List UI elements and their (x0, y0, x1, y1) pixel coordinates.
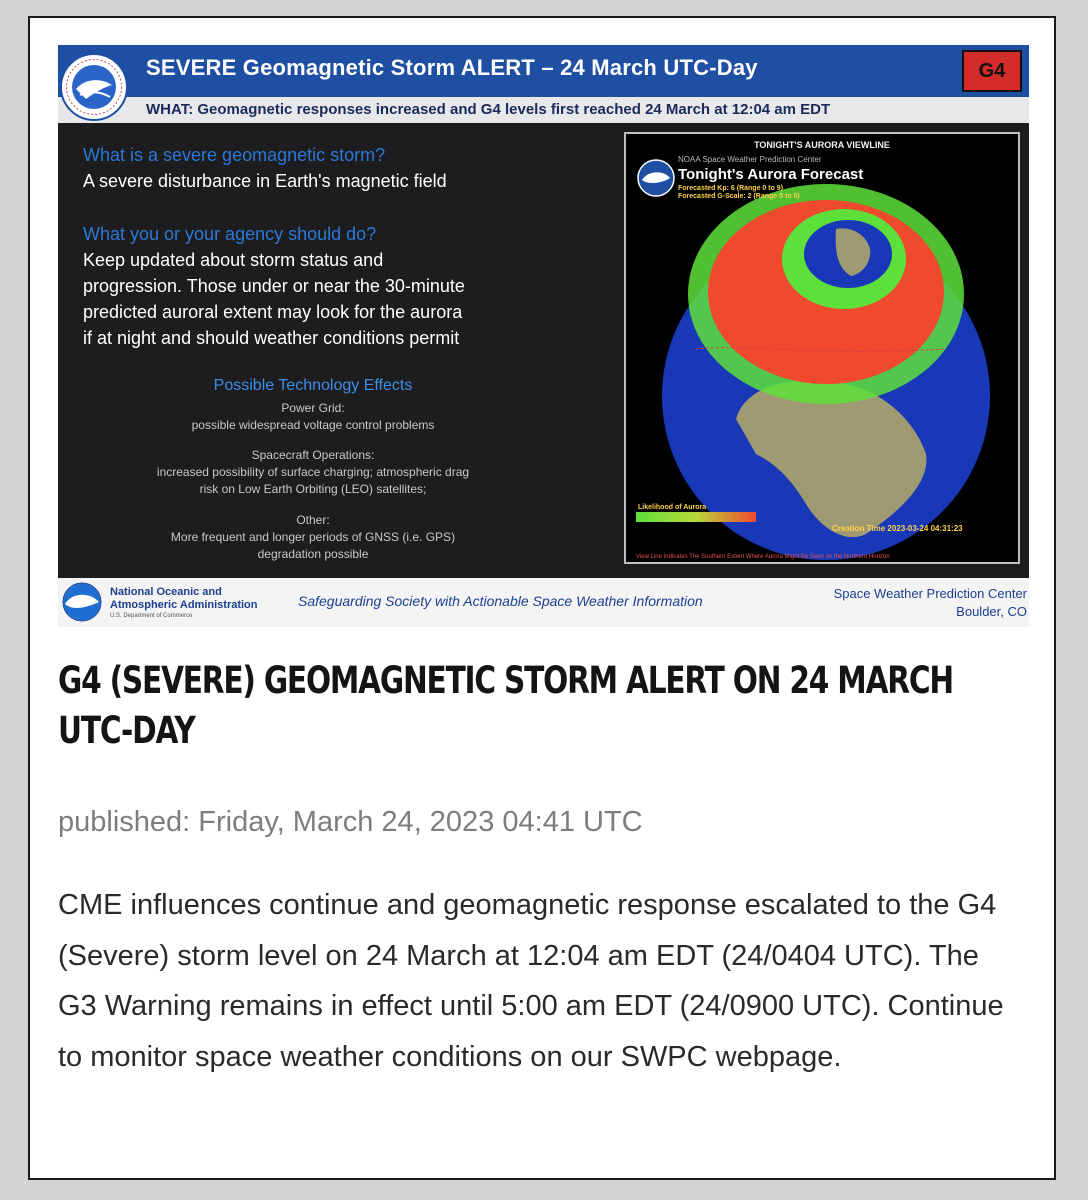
other-label: Other: (296, 513, 330, 527)
aurora-footnote: View Line Indicates The Southern Extent Where Aurora Might Be Seen on the Northern Horizon (636, 554, 890, 560)
answer-what-is: A severe disturbance in Earth's magnetic field (83, 171, 447, 191)
aurora-creation-time: Creation Time 2023-03-24 04:31:23 (832, 524, 963, 533)
answer-line-2: progression. Those under or near the 30-minute (83, 276, 465, 296)
power-grid-label: Power Grid: (281, 401, 345, 415)
aurora-gscale: Forecasted G-Scale: 2 (Range 0 to 5) (678, 193, 800, 200)
tech-effects-heading: Possible Technology Effects (213, 377, 413, 394)
noaa-department: U.S. Department of Commerce (110, 613, 193, 619)
noaa-logo-icon (62, 582, 102, 622)
power-grid-text: possible widespread voltage control problems (191, 418, 435, 432)
other-line-2: degradation possible (257, 547, 369, 561)
spacecraft-line-2: risk on Low Earth Orbiting (LEO) satellites; (199, 482, 427, 496)
noaa-name-line2: Atmospheric Administration (110, 599, 258, 611)
what-text: WHAT: Geomagnetic responses increased and G4 levels first reached 24 March at 12:04 am EDT (146, 101, 831, 118)
spacecraft-label: Spacecraft Operations: (251, 448, 375, 462)
infographic-title: SEVERE Geomagnetic Storm ALERT – 24 March UTC-Day (146, 55, 758, 80)
infographic-footer (58, 578, 1029, 627)
aurora-kp: Forecasted Kp: 6 (Range 0 to 9) (678, 185, 784, 192)
answer-line-4: if at night and should weather conditions permit (83, 328, 460, 348)
spacecraft-line-1: increased possibility of surface charging; atmospheric drag (156, 465, 470, 479)
other-line-1: More frequent and longer periods of GNSS (i.e. GPS) (170, 530, 456, 544)
footer-tagline: Safeguarding Society with Actionable Space Weather Information (298, 593, 703, 609)
aurora-forecast-title: Tonight's Aurora Forecast (678, 166, 864, 183)
article-body: CME influences continue and geomagnetic response escalated to the G4 (Severe) storm level on 24 March at 12:04 am EDT (24/0404 UTC). The G3 Warning remains in effect until 5:00 am EDT (24/0900 UTC). Continue to monitor space weather conditions on our SWPC webpage. (58, 889, 1004, 1073)
aurora-center-label: NOAA Space Weather Prediction Center (678, 155, 822, 164)
aurora-viewline-label: TONIGHT'S AURORA VIEWLINE (754, 140, 890, 150)
article-headline: G4 (SEVERE) GEOMAGNETIC STORM ALERT ON 24 MARCH UTC-DAY (58, 659, 953, 752)
noaa-name-line1: National Oceanic and (110, 586, 222, 598)
infographic-header (58, 45, 1029, 97)
answer-line-3: predicted auroral extent may look for the aurora (83, 302, 463, 322)
answer-line-1: Keep updated about storm status and (83, 250, 384, 270)
aurora-forecast-map (624, 132, 1020, 564)
swpc-location: Boulder, CO (956, 604, 1027, 619)
question-what-is: What is a severe geomagnetic storm? (83, 145, 386, 165)
aurora-likelihood-label: Likelihood of Aurora (638, 504, 707, 511)
g4-badge: G4 (962, 50, 1022, 92)
swpc-name: Space Weather Prediction Center (833, 586, 1027, 601)
what-bar (58, 97, 1029, 123)
alert-infographic (58, 45, 1029, 627)
likelihood-colorbar (636, 512, 756, 522)
published-date: published: Friday, March 24, 2023 04:41 UTC (58, 806, 643, 838)
question-what-to-do: What you or your agency should do? (83, 224, 377, 244)
nws-logo-icon (60, 45, 130, 125)
